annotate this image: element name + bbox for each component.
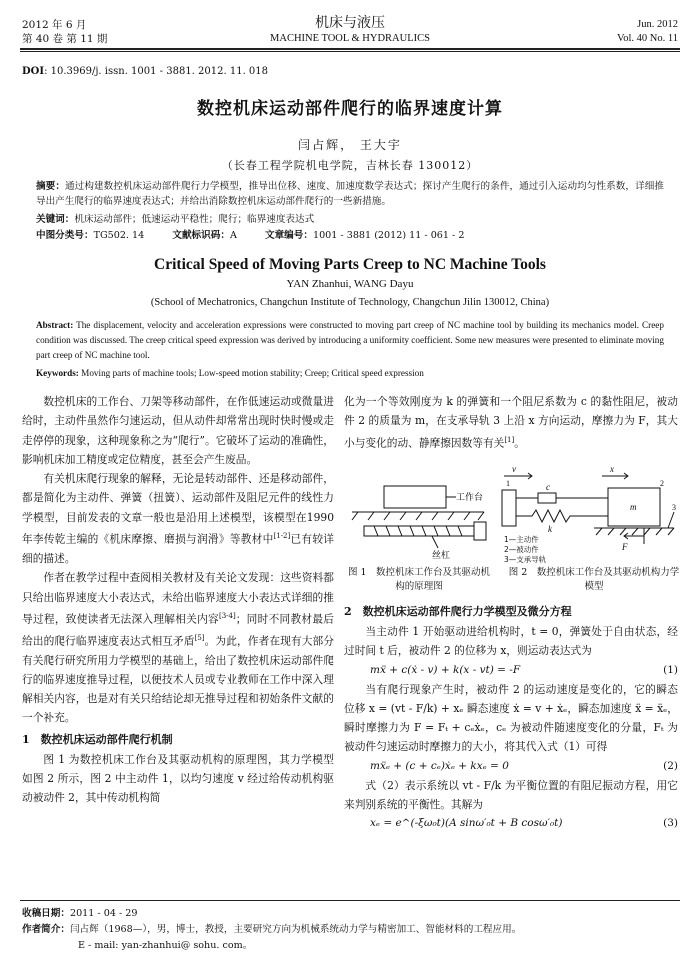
screw-label: 丝杠: [432, 551, 451, 561]
damper: [538, 493, 556, 503]
citation: [3-4]: [219, 611, 236, 620]
citation: [5]: [194, 633, 205, 642]
footer-notes: [22, 906, 678, 954]
section-2-heading: 2 数控机床运动部件爬行力学模型及微分方程: [344, 605, 572, 618]
cn-keywords: 关键词：机床运动部件；低速运动平稳性；爬行；临界速度表达式: [36, 214, 315, 225]
cn-title: 数控机床运动部件爬行的临界速度计算: [197, 99, 503, 119]
header-rule-thin: [20, 51, 680, 52]
equation-1: mẍ + c(ẋ - v) + k(x - vt) = -F (1): [370, 663, 678, 676]
author-bio: 作者简介：闫占辉（1968—），男，博士，教授，主要研究方向为机械系统动力学与精密加工、智能材料的工程应用。: [22, 924, 522, 935]
motor-block: [474, 522, 486, 540]
left-column: [22, 392, 334, 808]
en-authors: YAN Zhanhui, WANG Dayu: [286, 278, 414, 290]
lead-screw: [364, 526, 474, 536]
section-1-heading: 1 数控机床运动部件爬行机制: [22, 732, 173, 746]
cn-authors: 闫占辉， 王大宇: [298, 138, 402, 152]
figure-1-schematic: [344, 468, 494, 564]
cn-affiliation: （长春工程学院机电学院，吉林长春 130012）: [221, 159, 479, 172]
doi: DOI: 10.3969/j. issn. 1001 - 3881. 2012. 11. 018: [22, 66, 269, 77]
en-keywords: Keywords: Moving parts of machine tools; Low-speed motion stability; Creep; Critical speed expression: [36, 368, 424, 378]
figure-2-mechanics-model: [498, 462, 680, 566]
stiffness-symbol: k: [548, 524, 552, 534]
damping-symbol: c: [546, 482, 550, 492]
en-abstract: Abstract: The displacement, velocity and acceleration expressions were constructed to moving part creep of NC machine tool by building its mechanics model. Creep condition was discussed. The creep critical speed expression was derived by introducing a uniformity coefficient. Some new measures were presented to eliminate moving part creep of NC machine tool.: [36, 320, 664, 360]
header-rule: [20, 48, 680, 50]
screw-leader: [432, 536, 438, 548]
right-column: [344, 392, 678, 452]
intro-paragraph-3: 作者在教学过程中查阅相关教材及有关论文发现：这些资料都只给出临界速度大小表达式，未给出临界速度大小表达式详细的推导过程，致使读者无法深入理解相关内容[3-4]；同时不同教材最后给出的爬行临界速度表达式相互矛盾[5]。为此，作者在现有大部分有关爬行研究所用力学模型的基础上，给出了数控机床运动部件爬行的临界速度推导过程，以便技术人员或专业教师在工作中深入理解相关内容，也是对有关只给结论却无推导过程和初始条件文献的一个补充。: [22, 571, 334, 725]
journal-date: 2012 年 6 月 第 40 卷 第 11 期: [22, 19, 108, 45]
en-title: Critical Speed of Moving Parts Creep to NC Machine Tools: [154, 256, 546, 273]
legend-rail: 3—支承导轨: [504, 555, 547, 564]
spring: [516, 510, 608, 522]
citation: [1-2]: [273, 532, 291, 541]
section-2-paragraph-3: 式（2）表示系统以 vt - F/k 为平衡位置的有阻尼振动方程，用它来判别系统的平衡性。其解为: [344, 778, 678, 812]
citation: [1]: [504, 435, 515, 444]
en-affiliation: (School of Mechatronics, Changchun Institute of Technology, Changchun Jilin 130012, China): [150, 297, 550, 308]
right-column-lower: [344, 600, 678, 833]
mass-symbol: m: [630, 502, 637, 512]
figure-1-caption: 图 1 数控机床工作台及其驱动机构的原理图: [347, 567, 491, 592]
figure-2-caption: 图 2 数控机床工作台及其驱动机构力学模型: [508, 567, 680, 592]
section-2-paragraph-1: 当主动件 1 开始驱动进给机构时，t = 0，弹簧处于自由状态，经过时间 t 后，被动件 2 的位移为 x，则运动表达式为: [344, 625, 678, 658]
part-number-3: 3: [672, 503, 676, 512]
worktable-block: [384, 486, 446, 508]
legend-driven: 2—被动件: [504, 545, 539, 554]
screw-thread: [374, 526, 462, 536]
driver-block: [502, 490, 516, 526]
part-number-1: 1: [506, 479, 510, 488]
intro-paragraph-2: 有关机床爬行现象的解释，无论是转动部件、还是移动部件，都是简化为主动件、弹簧（扭簧）、运动部件及阻尼元件的线性力学模型，目前发表的文章一般也是沿用上述模型，该模型在1990年李传乾主编的《机床摩擦、磨损与润滑》等教材中[1-2]已有较详细的描述。: [22, 472, 334, 565]
author-email: E - mail: yan-zhanhui@ sohu. com。: [78, 940, 253, 951]
equation-3: xₑ = e^(-ξω₀t)(A sinω′₀t + B cosω′₀t) (3): [370, 817, 678, 830]
part-number-2: 2: [660, 479, 664, 488]
displacement-symbol: x: [610, 464, 614, 474]
rail-hatching: [352, 512, 484, 520]
cn-abstract: 摘要：通过构建数控机床运动部件爬行力学模型，推导出位移、速度、加速度数学表达式；探讨产生爬行的条件，通过引入运动均匀性系数，详细推导出产生爬行的临界速度表达式；并给出消除数控机床运动部件爬行的一些新措施。: [36, 181, 665, 207]
received-date: 收稿日期：2011 - 04 - 29: [22, 908, 138, 919]
cn-classification: 中图分类号：TG502. 14 文献标识码：A 文章编号：1001 - 3881 (2012) 11 - 061 - 2: [36, 230, 465, 241]
worktable-label: 工作台: [456, 493, 484, 503]
model-paragraph: 化为一个等效刚度为 k 的弹簧和一个阻尼系数为 c 的黏性阻尼，被动件 2 的质量为 m，在支承导轨 3 上沿 x 方向运动，摩擦力为 F，其大小与变化的动、静摩擦因数等有关[1]。: [344, 395, 678, 450]
section-2-paragraph-2: 当有爬行现象产生时，被动件 2 的运动速度是变化的，它的瞬态位移 x = (vt - F/k) + xₑ 瞬态速度 ẋ = v + ẋₑ，瞬态加速度 ẍ = ẍₑ，瞬时摩擦力为 F = Fₜ + cₑẋₑ，cₑ 为被动件随速度变化的分量，Fₜ 为被动件匀速运动时摩擦力的大小，将其代入式（1）可得: [344, 682, 678, 754]
friction-symbol: F: [622, 542, 628, 552]
journal-name: 机床与液压 MACHINE TOOL & HYDRAULICS: [270, 15, 430, 44]
journal-volume: Jun. 2012 Vol. 40 No. 11: [617, 19, 678, 44]
velocity-symbol: v: [512, 464, 516, 474]
intro-paragraph-1: 数控机床的工作台、刀架等移动部件，在作低速运动或微量进给时，主动件虽然作匀速运动，但从动件却常常出现时快时慢或走走停停的现象，这种现象称之为“爬行”。它破坏了运动的准确性，影响机床加工精度或定位精度，甚至会产生废品。: [22, 395, 334, 466]
legend-driver: 1—主动件: [504, 535, 539, 544]
rail-hatching: [596, 528, 674, 535]
footer-rule: [20, 900, 680, 901]
equation-2: mẍₑ + (c + cₑ)ẋₑ + kxₑ = 0 (2): [370, 759, 678, 772]
section-1-paragraph: 图 1 为数控机床工作台及其驱动机构的原理图，其力学模型如图 2 所示，图 2 中主动件 1，以均匀速度 v 经过给传动机构驱动被动件 2，其中传动机构简: [22, 752, 334, 805]
